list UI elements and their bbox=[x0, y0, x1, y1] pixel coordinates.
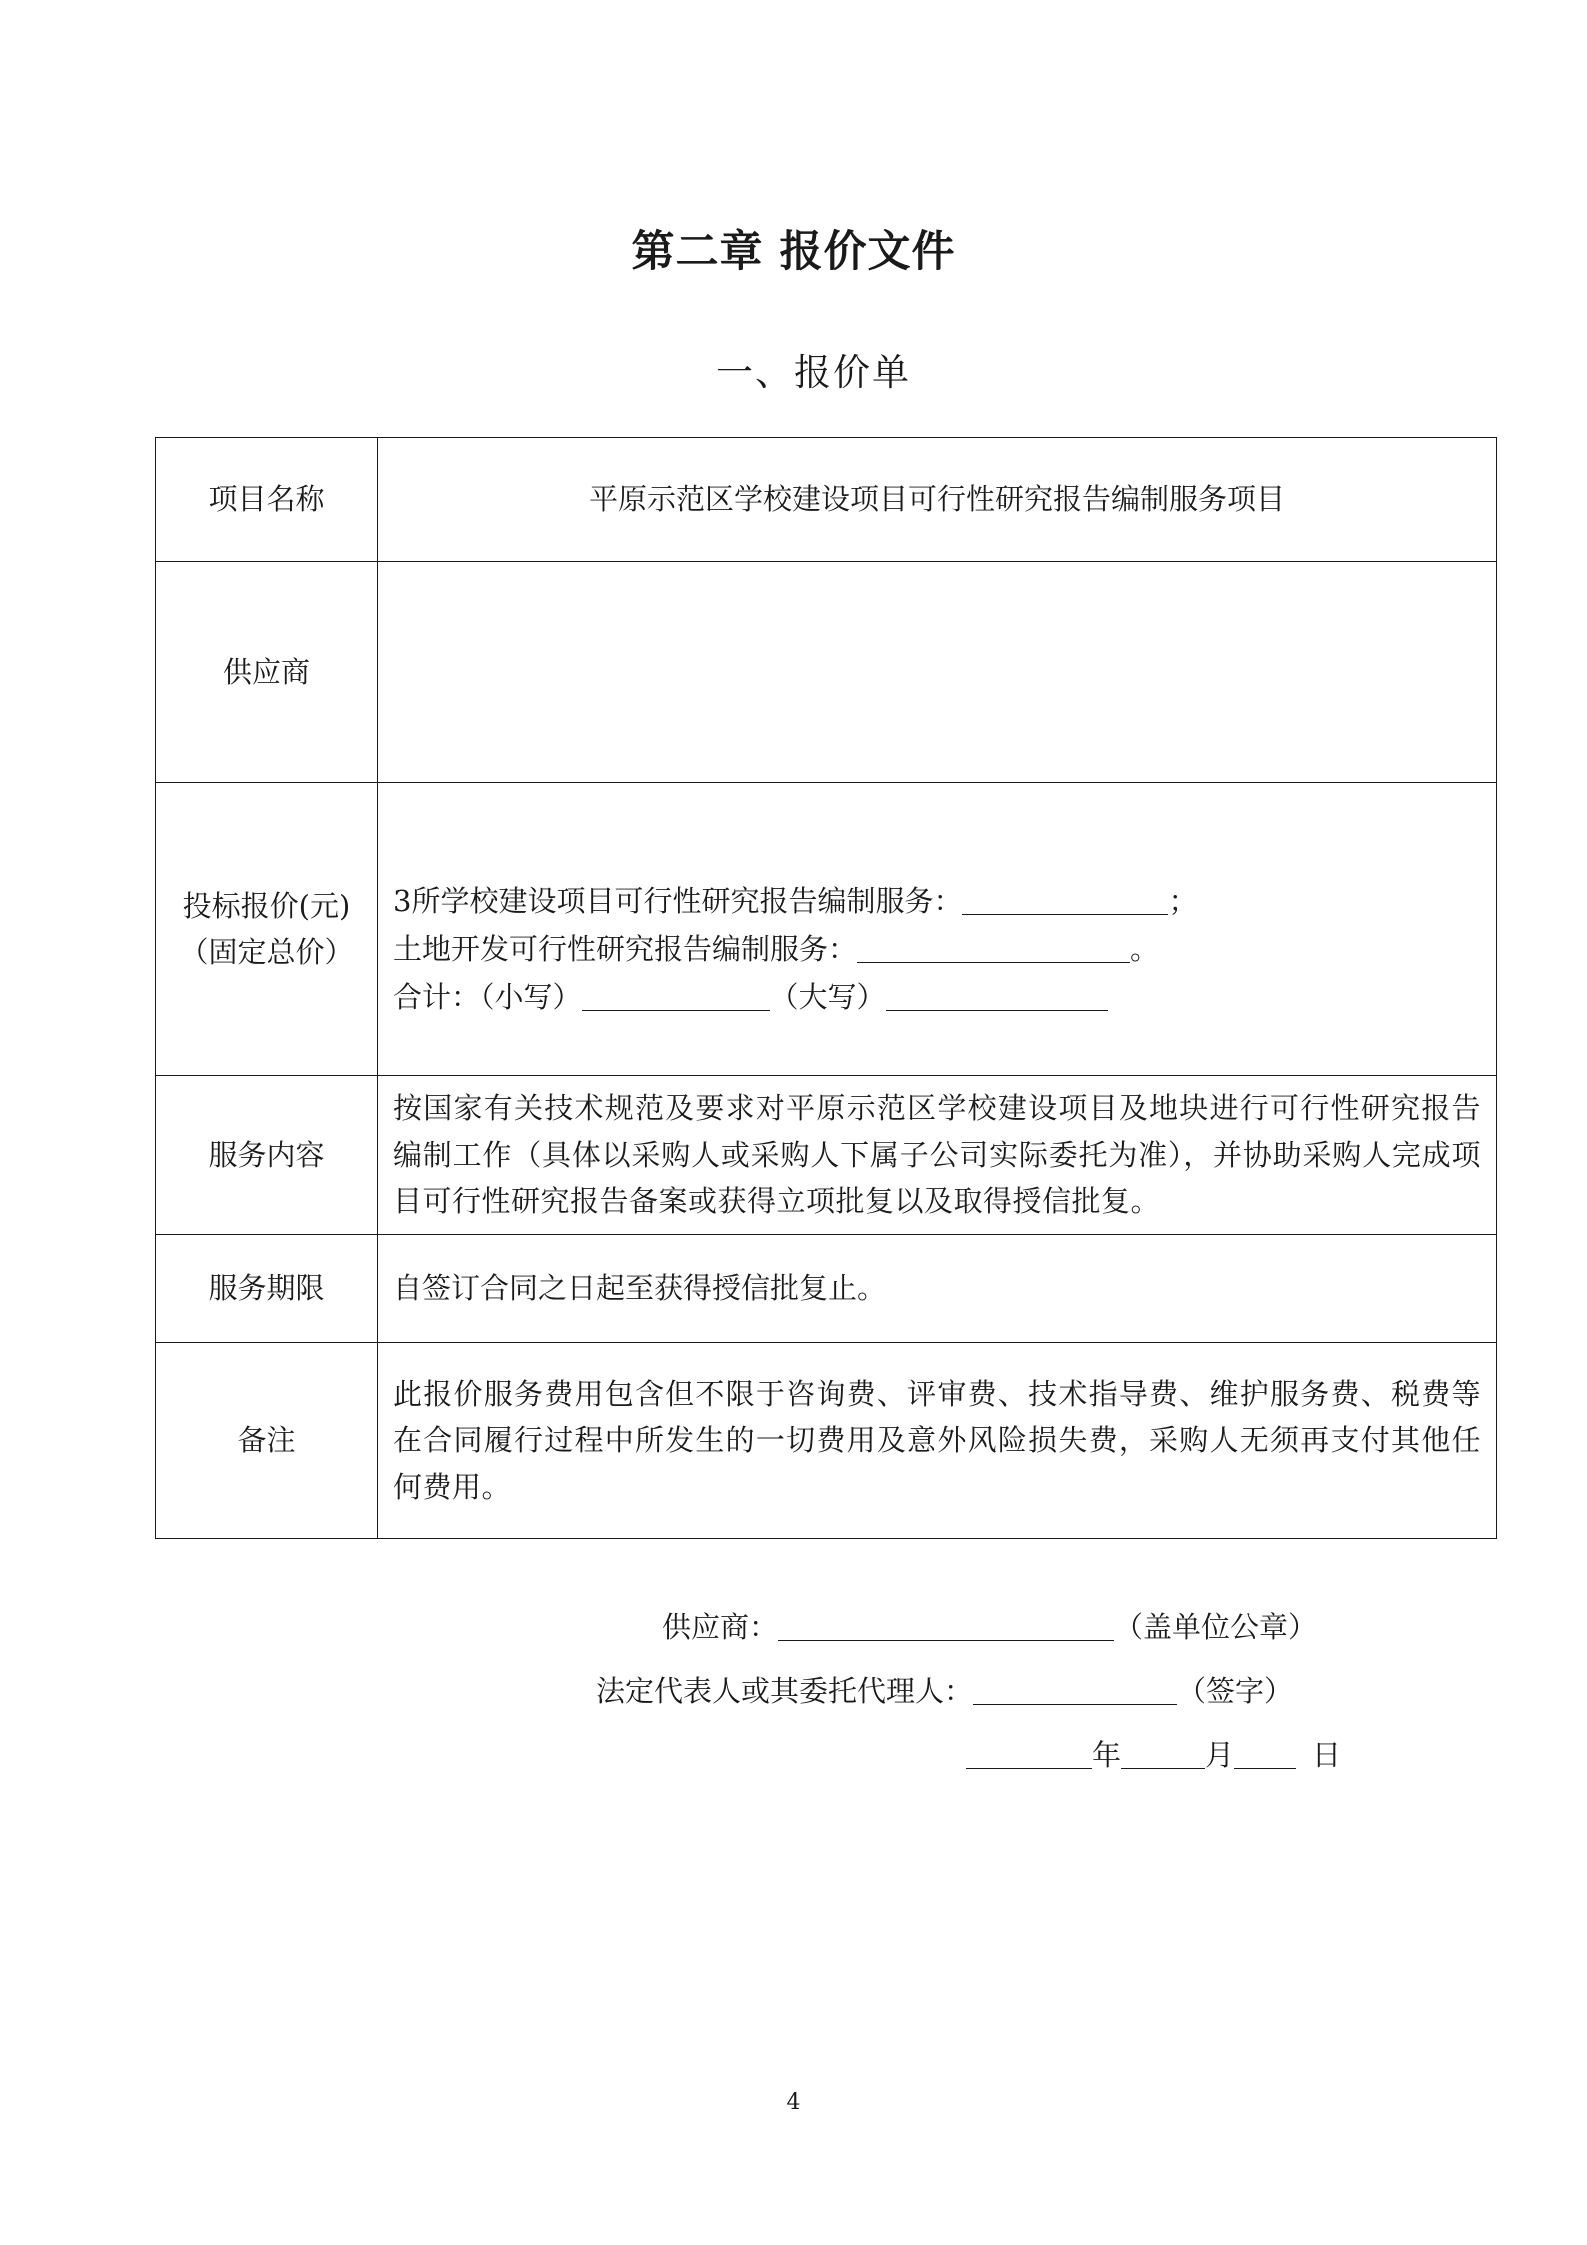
total-small-label: （小写） bbox=[480, 980, 582, 1014]
legal-rep-note: （签字） bbox=[1177, 1674, 1294, 1708]
supplier-sign-label: 供应商： bbox=[662, 1610, 779, 1644]
bid-price-item2-end: 。 bbox=[1130, 932, 1160, 966]
legal-rep-sign-line bbox=[596, 1669, 1293, 1710]
project-name-label: 项目名称 bbox=[156, 438, 378, 562]
bid-price-item1-label: 3所学校建设项目可行性研究报告编制服务： bbox=[393, 884, 963, 918]
supplier-sign-blank[interactable] bbox=[778, 1610, 1114, 1641]
chapter-title: 第二章 报价文件 bbox=[631, 227, 956, 277]
table-row bbox=[156, 1235, 1497, 1343]
table-row bbox=[156, 783, 1497, 1076]
table-row bbox=[156, 562, 1497, 783]
table-row bbox=[156, 438, 1497, 562]
supplier-label: 供应商 bbox=[156, 562, 378, 783]
bid-price-item2-blank[interactable] bbox=[857, 932, 1130, 963]
legal-rep-label: 法定代表人或其委托代理人： bbox=[596, 1674, 974, 1708]
year-blank[interactable] bbox=[966, 1738, 1092, 1769]
total-large-blank[interactable] bbox=[886, 980, 1108, 1011]
remarks-value: 此报价服务费用包含但不限于咨询费、评审费、技术指导费、维护服务费、税费等在合同履行过程中所发生的一切费用及意外风险损失费，采购人无须再支付其他任何费用。 bbox=[378, 1343, 1497, 1539]
bid-price-label bbox=[156, 783, 378, 1076]
year-label: 年 bbox=[1092, 1738, 1122, 1772]
remarks-label: 备注 bbox=[156, 1343, 378, 1539]
date-line bbox=[966, 1733, 1341, 1774]
bid-price-item1-blank[interactable] bbox=[962, 884, 1168, 915]
bid-price-item1-line bbox=[393, 877, 1481, 925]
page-number: 4 bbox=[786, 2090, 801, 2115]
service-content-value: 按国家有关技术规范及要求对平原示范区学校建设项目及地块进行可行性研究报告编制工作（具体以采购人或采购人下属子公司实际委托为准），并协助采购人完成项目可行性研究报告备案或获得立项批复以及取得授信批复。 bbox=[378, 1076, 1497, 1235]
supplier-sign-line bbox=[662, 1605, 1317, 1646]
bid-price-value bbox=[378, 783, 1497, 1076]
total-label: 合计： bbox=[393, 980, 481, 1014]
table-row bbox=[156, 1343, 1497, 1539]
day-blank[interactable] bbox=[1234, 1738, 1296, 1769]
service-content-label: 服务内容 bbox=[156, 1076, 378, 1235]
day-label: 日 bbox=[1312, 1738, 1342, 1772]
section-title: 一、报价单 bbox=[716, 351, 911, 394]
total-line bbox=[393, 973, 1481, 1021]
bid-price-label-line2: （固定总价） bbox=[179, 935, 354, 969]
total-large-label: （大写） bbox=[769, 980, 886, 1014]
supplier-sign-note: （盖单位公章） bbox=[1114, 1610, 1318, 1644]
quotation-table bbox=[155, 437, 1497, 1539]
total-small-blank[interactable] bbox=[582, 980, 770, 1011]
project-name-value: 平原示范区学校建设项目可行性研究报告编制服务项目 bbox=[378, 438, 1497, 562]
table-row bbox=[156, 1076, 1497, 1235]
legal-rep-blank[interactable] bbox=[973, 1674, 1177, 1705]
bid-price-item2-line bbox=[393, 925, 1481, 973]
service-period-value: 自签订合同之日起至获得授信批复止。 bbox=[378, 1235, 1497, 1343]
bid-price-label-line1: 投标报价(元) bbox=[182, 888, 351, 923]
supplier-value[interactable] bbox=[378, 562, 1497, 783]
bid-price-item1-end: ； bbox=[1168, 884, 1198, 918]
month-label: 月 bbox=[1205, 1738, 1235, 1772]
bid-price-item2-label: 土地开发可行性研究报告编制服务： bbox=[393, 932, 858, 966]
month-blank[interactable] bbox=[1121, 1738, 1205, 1769]
service-period-label: 服务期限 bbox=[156, 1235, 378, 1343]
